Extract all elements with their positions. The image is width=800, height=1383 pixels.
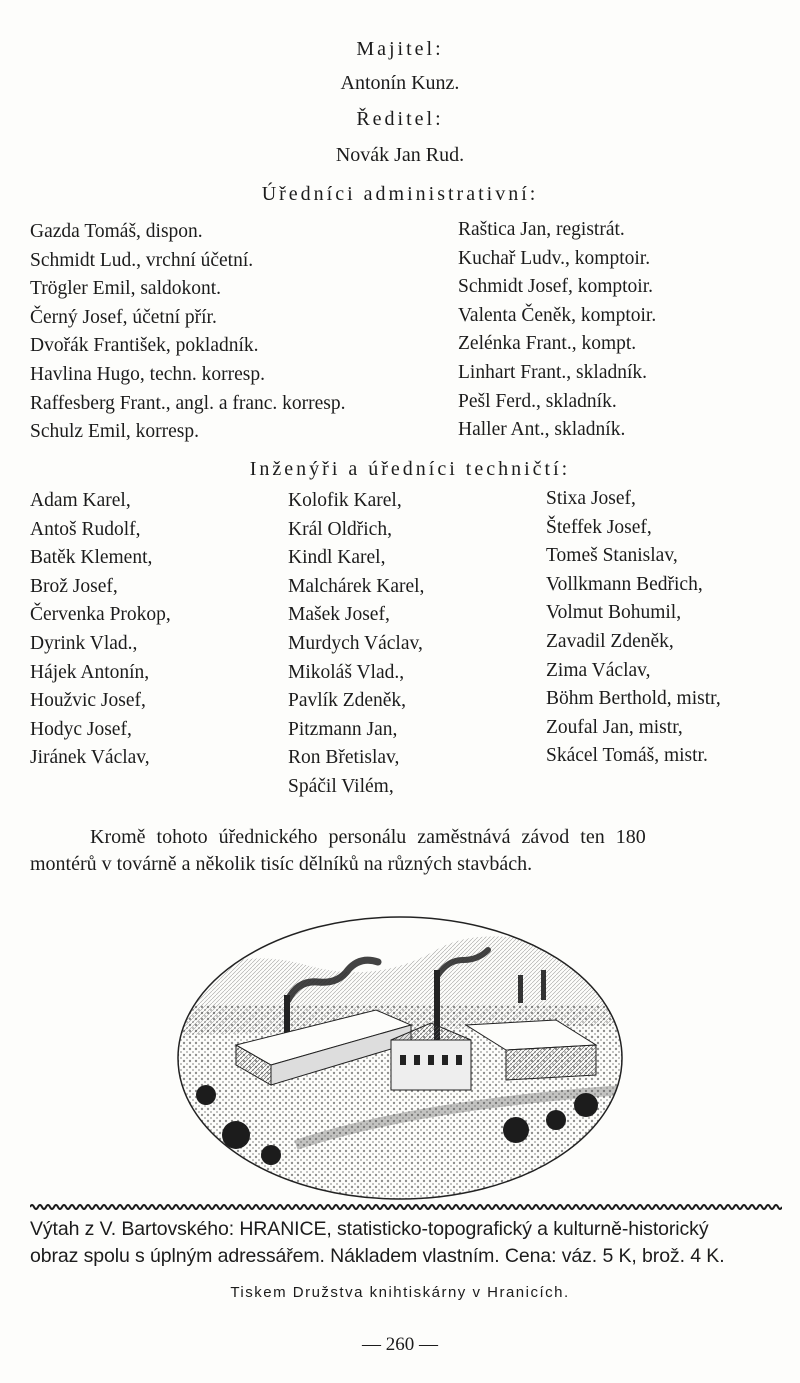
wavy-divider <box>30 1202 782 1212</box>
admin-staff-entry: Černý Josef, účetní přír. <box>30 306 217 328</box>
tech-staff-entry: Hájek Antonín, <box>30 661 150 683</box>
admin-staff-entry: Schulz Emil, korresp. <box>30 421 199 443</box>
tech-column-1 <box>30 487 171 773</box>
source-note-line-2: obraz spolu s úplným adressářem. Nákladem vlastním. Cena: váz. 5 K, brož. 4 K. <box>30 1245 725 1267</box>
tech-staff-entry: Zoufal Jan, mistr, <box>546 716 683 738</box>
staff-paragraph <box>30 824 778 878</box>
tech-staff-entry: Volmut Bohumil, <box>546 602 682 624</box>
tech-staff-entry: Král Oldřich, <box>288 518 392 540</box>
admin-staff-entry: Kuchař Ludv., komptoir. <box>458 247 651 269</box>
tech-staff-entry: Spáčil Vilém, <box>288 775 394 797</box>
admin-staff-entry: Raštica Jan, registrát. <box>458 219 625 240</box>
admin-right-column <box>458 216 656 445</box>
admin-staff-entry: Trögler Emil, saldokont. <box>30 278 222 300</box>
admin-staff-entry: Haller Ant., skladník. <box>458 419 626 441</box>
tech-staff-entry: Stixa Josef, <box>546 488 636 509</box>
paragraph-line-2: montérů v továrně a několik tisíc dělníků na různých stavbách. <box>30 853 533 875</box>
tech-column-3 <box>546 485 721 771</box>
admin-staff-entry: Schmidt Lud., vrchní účetní. <box>30 249 254 271</box>
tech-staff-entry: Mašek Josef, <box>288 604 390 626</box>
admin-left-column <box>30 218 346 447</box>
tech-staff-entry: Zima Václav, <box>546 659 651 681</box>
tech-staff-entry: Jiránek Václav, <box>30 747 150 769</box>
admin-staff-entry: Gazda Tomáš, dispon. <box>30 221 203 242</box>
owner-label: Majitel: <box>356 38 444 60</box>
admin-staff-entry: Pešl Ferd., skladník. <box>458 390 617 412</box>
owner-name: Antonín Kunz. <box>340 72 460 94</box>
admin-heading: Úředníci administrativní: <box>261 183 539 205</box>
paragraph-line-1: Kromě tohoto úřednického personálu zaměstnává závod ten 180 <box>90 826 646 848</box>
tech-staff-entry: Vollkmann Bedřich, <box>546 573 703 595</box>
tech-staff-entry: Pitzmann Jan, <box>288 718 398 740</box>
tech-staff-entry: Adam Karel, <box>30 490 131 511</box>
admin-staff-entry: Schmidt Josef, komptoir. <box>458 276 653 298</box>
tech-staff-entry: Zavadil Zdeněk, <box>546 630 674 652</box>
tech-staff-entry: Pavlík Zdeněk, <box>288 690 407 712</box>
director-name: Novák Jan Rud. <box>335 144 465 166</box>
source-note-line-1: Výtah z V. Bartovského: HRANICE, statisticko-topografický a kulturně-historický <box>30 1218 709 1240</box>
page-number: — 260 — <box>362 1334 438 1355</box>
printer-line: Tiskem Družstva knihtiskárny v Hranicích. <box>230 1284 570 1301</box>
tech-staff-entry: Malchárek Karel, <box>288 575 425 597</box>
tech-staff-entry: Šteffek Josef, <box>546 516 652 538</box>
tech-staff-entry: Houžvic Josef, <box>30 690 146 712</box>
admin-staff-entry: Valenta Čeněk, komptoir. <box>458 304 657 326</box>
tech-staff-entry: Antoš Rudolf, <box>30 518 141 540</box>
tech-heading: Inženýři a úředníci techničtí: <box>249 458 571 480</box>
tech-staff-entry: Böhm Berthold, mistr, <box>546 688 721 710</box>
director-label: Ředitel: <box>356 108 444 130</box>
admin-staff-entry: Zelénka Frant., kompt. <box>458 333 637 355</box>
tech-staff-entry: Tomeš Stanislav, <box>546 545 678 567</box>
tech-column-2 <box>288 487 424 802</box>
tech-staff-entry: Ron Břetislav, <box>288 747 400 769</box>
tech-staff-entry: Kindl Karel, <box>288 547 386 569</box>
tech-staff-entry: Batěk Klement, <box>30 547 153 569</box>
tech-staff-entry: Červenka Prokop, <box>30 604 171 626</box>
source-note <box>30 1216 780 1270</box>
factory-illustration <box>176 915 624 1201</box>
tech-staff-entry: Hodyc Josef, <box>30 718 132 740</box>
admin-staff-entry: Havlina Hugo, techn. korresp. <box>30 363 266 385</box>
tech-staff-entry: Mikoláš Vlad., <box>288 661 405 683</box>
admin-staff-entry: Raffesberg Frant., angl. a franc. korresp. <box>30 392 346 414</box>
tech-staff-entry: Skácel Tomáš, mistr. <box>546 745 708 767</box>
tech-staff-entry: Murdych Václav, <box>288 632 423 654</box>
tech-staff-entry: Dyrink Vlad., <box>30 632 138 654</box>
admin-staff-entry: Dvořák František, pokladník. <box>30 335 259 357</box>
tech-staff-entry: Kolofik Karel, <box>288 490 402 511</box>
admin-staff-entry: Linhart Frant., skladník. <box>458 361 648 383</box>
tech-staff-entry: Brož Josef, <box>30 575 118 597</box>
